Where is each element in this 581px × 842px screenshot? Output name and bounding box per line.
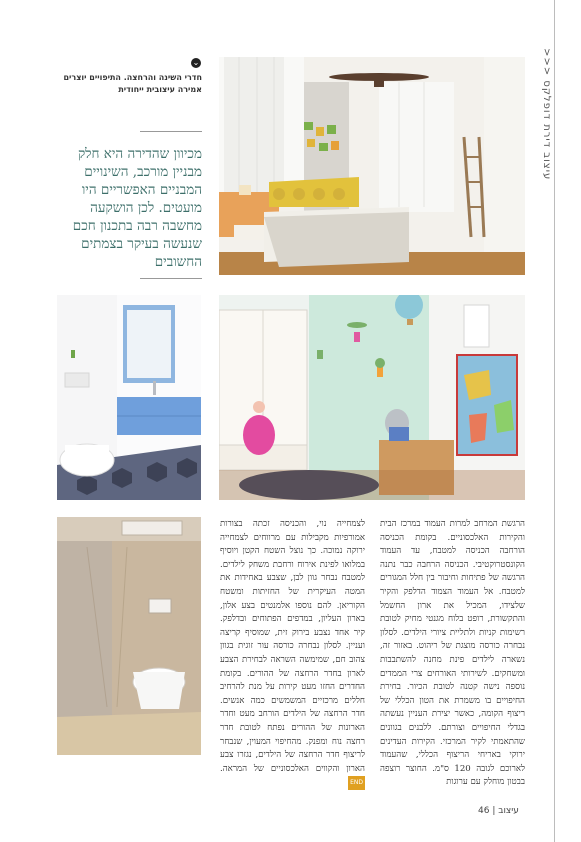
footer-divider: |: [492, 806, 496, 816]
pull-quote: מכיוון שהדירה היא חלק מבניין מורכב, השינויים המבניים האפשריים היו מועטים. לכן הושקעה מחשבה רבה בתכנון חכם שנעשה בעיקר בצמתים החשובים: [72, 146, 202, 270]
section-arrows: >>>: [541, 48, 552, 77]
toilet-illustration: [57, 517, 201, 755]
photo-caption: חדרי השינה והרחצה. התיפויים יוצרים אמירה עיצובית ייחודית: [63, 73, 202, 94]
quote-rule: [140, 278, 202, 279]
page-footer: [478, 806, 519, 816]
bedroom-illustration: [219, 57, 525, 275]
footer-section: עיצוב: [498, 806, 519, 816]
page-number: 46: [478, 806, 490, 816]
bedroom-photo: [219, 57, 525, 275]
kids-bathroom-photo: [57, 295, 201, 500]
body-column-left: [220, 518, 365, 790]
page-edge-rule: [554, 0, 555, 842]
kids-room-illustration: [219, 295, 525, 500]
end-mark: END: [348, 776, 365, 790]
kids-room-photo: [219, 295, 525, 500]
bathroom-illustration: [57, 295, 201, 500]
section-title: עיצוב דירת דופלקס: [541, 80, 552, 181]
body-column-right: [380, 518, 525, 790]
section-header: [534, 48, 552, 348]
body-paragraph: [220, 518, 365, 790]
body-paragraph: הרגשת המרחב למרות העמוד במרכז הבית והקירות האלכסוניים. בקומת הכניסה הורחבה הכניסה למטבח, עד העמוד הקונסטרוקטיבי. הכניסה הרחבה כבר נתנה הרגשה של פתיחות וחיבור בין חלל המגורים למטבח. אל העמוד הצמוד הדלפק והקיר שלצידו, המכיל את ארון החשמל והתקשורת, רופט בלוח מגנטי מחיק לטובת רשימות קניות ולתליית ציורי הילדים. לסלון נבחרה כורסה מוצגת של ריהוט. באזור זה, נשארה לילדים פינת מחנה להשתבבות ומשחקים. לשירותי האורחים צרי הממדים נוספה נישה קטנה לטובת הכיור. בחירת החיפויים בו משמרת את הטון הכללי של ריצוף הקומה, כאשר יצירת העניין נעשתה בגדלי החיפויים וצורתם. ללבנים בגוונים שהתאמתי לקיר המרכזי. הקירות העדינים ירוקי באריחי הריצוף הכללי, שהעמוד לארוכם לגובה 120 ס"מ. החוצר רוצפה בבטון מוחלק עם ערוגות: [380, 519, 526, 788]
body-text: לצמחייה נוי, והכניסה זכתה בצורות אמורפיות מקבילות עם מרווחים לצמחייה ירוקה נמוכה. כך נוצל השטח הקטן ויוסיף במלואו לפינת אירוח ורחבת משחק לילדים. למטבח נבחר גוון לבן, שצבע באחידות את המטה העיקרית של החזיתות ומשטח הקוריאן. להם נוספו אלמנטים בצע אלון, בארון העליון, במדפים הפתוחים ובדלפק. קיר אחד נצבע בירוק זית, שמוסיף קריצה ועניין. לסלון נבחרה כורסה עור זוגית בגוון צהוב חם, שמימשה השראה לבחירת הצבע לארון בחדר הרחצה של ההורים. בקומת החדרים החזו מעט קירות על מנת להרחיב חללים מרכזיים המשמשים כמה אנשים. חדר הרחצה של הילדים הורחב מעט וחדר הארונות של ההורים נפתח לטובת חדר רחצה נוח ומפנק. מהחיפוי המעוין, שנבחר לריצוף חדר הרחצה של הילדים, נגזרו צבע הארון והקווים האלכסוניים של המראה.: [220, 519, 365, 774]
parents-bathroom-photo: [57, 517, 201, 755]
down-arrow-circle-icon: ⌄: [192, 58, 200, 67]
caption-rule: [140, 131, 202, 132]
